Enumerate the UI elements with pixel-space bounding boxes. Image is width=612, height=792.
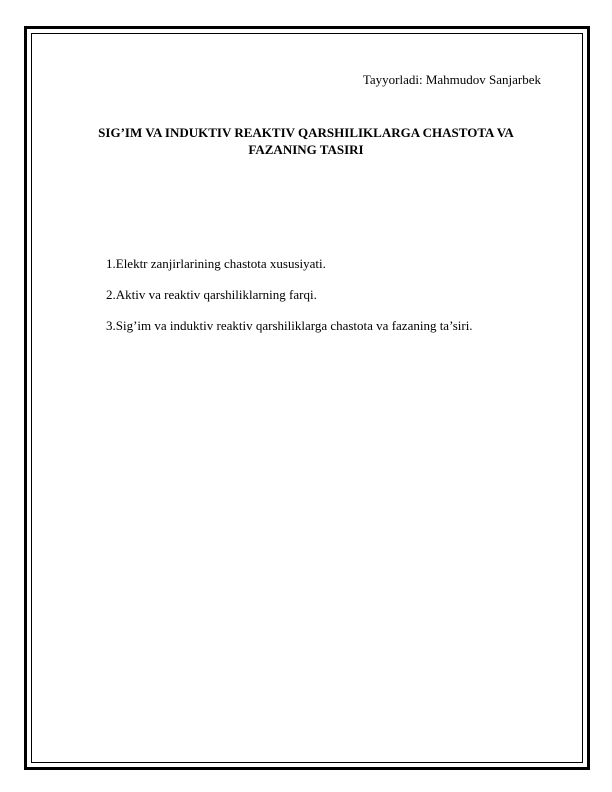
title-line-2: FAZANING TASIRI bbox=[248, 142, 364, 157]
plan-item: 2.Aktiv va reaktiv qarshiliklarning farqi. bbox=[106, 287, 317, 302]
document-title bbox=[60, 124, 552, 158]
author-line: Tayyorladi: Mahmudov Sanjarbek bbox=[362, 72, 541, 87]
plan-list bbox=[106, 256, 566, 349]
plan-item: 3.Sig’im va induktiv reaktiv qarshiliklarga chastota va fazaning ta’siri. bbox=[106, 318, 473, 333]
title-line-1: SIG’IM VA INDUKTIV REAKTIV QARSHILIKLARGA CHASTOTA VA bbox=[98, 125, 514, 140]
plan-item: 1.Elektr zanjirlarining chastota xususiyati. bbox=[106, 256, 326, 271]
